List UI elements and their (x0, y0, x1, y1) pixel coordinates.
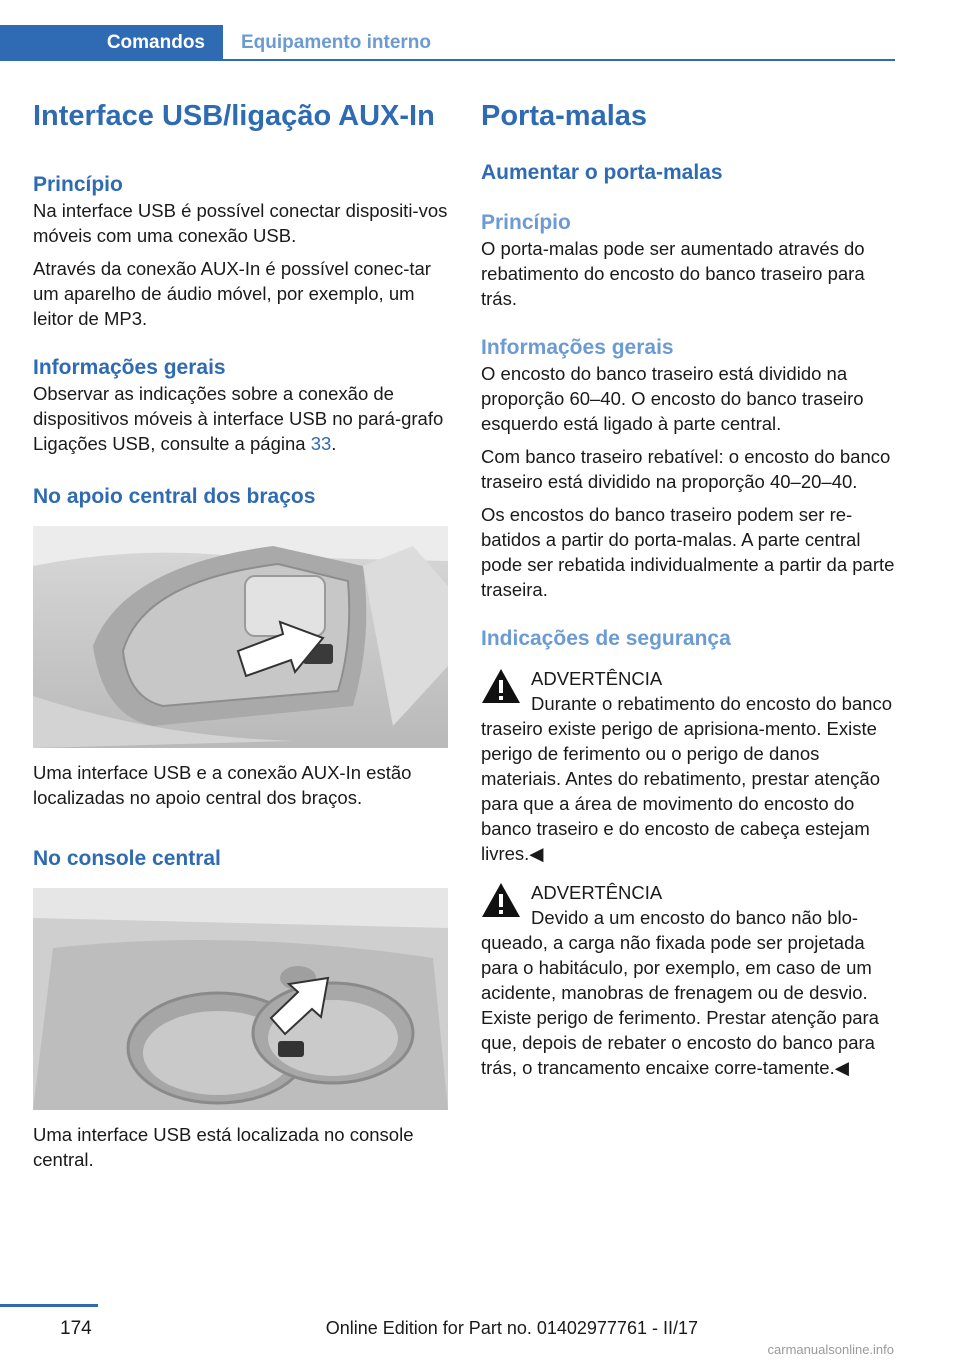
section-title-usb: Interface USB/ligação AUX-In (33, 100, 435, 132)
heading-safety: Indicações de segurança (481, 627, 731, 650)
warning-1-title: ADVERTÊNCIA (531, 668, 663, 689)
tab-equipamento-interno[interactable]: Equipamento interno (241, 32, 431, 53)
heading-general-info: Informações gerais (33, 356, 226, 379)
heading-principle-trunk: Princípio (481, 211, 571, 234)
paragraph-usb-principle: Na interface USB é possível conectar dispositi‐vos móveis com uma conexão USB. (33, 200, 448, 246)
armrest-usb-image (33, 526, 448, 748)
paragraph-trunk-general-3: Os encostos do banco traseiro podem ser re‐batidos a partir do porta-malas. A parte central pode ser rebatida individualmente a partir da parte traseira. (481, 504, 895, 600)
header-rule (0, 59, 895, 61)
page-number: 174 (60, 1318, 92, 1339)
tab-comandos[interactable]: Comandos (0, 25, 223, 61)
paragraph-general-info (33, 381, 448, 456)
heading-principle: Princípio (33, 173, 123, 196)
warning-1 (481, 666, 896, 866)
general-info-end: . (331, 433, 337, 454)
caption-armrest: Uma interface USB e a conexão AUX-In estão localizadas no apoio central dos braços. (33, 762, 412, 808)
footer-rule (0, 1304, 98, 1307)
heading-enlarge-trunk: Aumentar o porta-malas (481, 161, 723, 184)
warning-2-text: Devido a um encosto do banco não blo‐queado, a carga não fixada pode ser projetada para o habitáculo, por exemplo, em caso de um acidente, manobras de frenagem ou de desvio. Existe perigo de ferimento. Prestar atenção para que, depois de rebater o encosto do banco para trás, o trancamento encaixe corre‐tamente.◀ (481, 907, 879, 1078)
warning-2 (481, 880, 896, 1080)
paragraph-trunk-general-1: O encosto do banco traseiro está dividido na proporção 60–40. O encosto do banco traseiro esquerdo está ligado à parte central. (481, 363, 864, 434)
paragraph-trunk-principle: O porta-malas pode ser aumentado através do rebatimento do encosto do banco traseiro para trás. (481, 238, 865, 309)
page-link[interactable]: 33 (310, 433, 332, 454)
warning-triangle-icon (481, 882, 521, 918)
paragraph-aux-principle: Através da conexão AUX-In é possível conec‐tar um aparelho de áudio móvel, por exemplo, um leitor de MP3. (33, 258, 431, 329)
caption-console: Uma interface USB está localizada no console central. (33, 1124, 414, 1170)
watermark: carmanualsonline.info (767, 1342, 894, 1357)
section-title-trunk: Porta-malas (481, 100, 648, 132)
warning-2-title: ADVERTÊNCIA (531, 882, 663, 903)
general-info-text: Observar as indicações sobre a conexão de dispositivos móveis à interface USB no pará‐grafo Ligações USB, consulte a página (33, 383, 444, 454)
right-column (481, 100, 896, 1080)
warning-triangle-icon (481, 668, 521, 704)
console-usb-image (33, 888, 448, 1110)
paragraph-trunk-general-2: Com banco traseiro rebatível: o encosto do banco traseiro está dividido na proporção 40–20–40. (481, 446, 891, 492)
header-bar (0, 25, 895, 61)
heading-console: No console central (33, 847, 221, 870)
warning-1-text: Durante o rebatimento do encosto do banco traseiro existe perigo de aprisiona‐mento. Existe perigo de ferimento ou o perigo de danos materiais. Antes do rebatimento, prestar atenção para que a área de movimento do encosto do banco traseiro e do encosto de cabeça estejam livres.◀ (481, 693, 892, 864)
heading-general-info-trunk: Informações gerais (481, 336, 674, 359)
heading-armrest: No apoio central dos braços (33, 485, 316, 508)
edition-text: Online Edition for Part no. 01402977761 - II/17 (325, 1318, 698, 1338)
left-column (33, 100, 448, 1172)
